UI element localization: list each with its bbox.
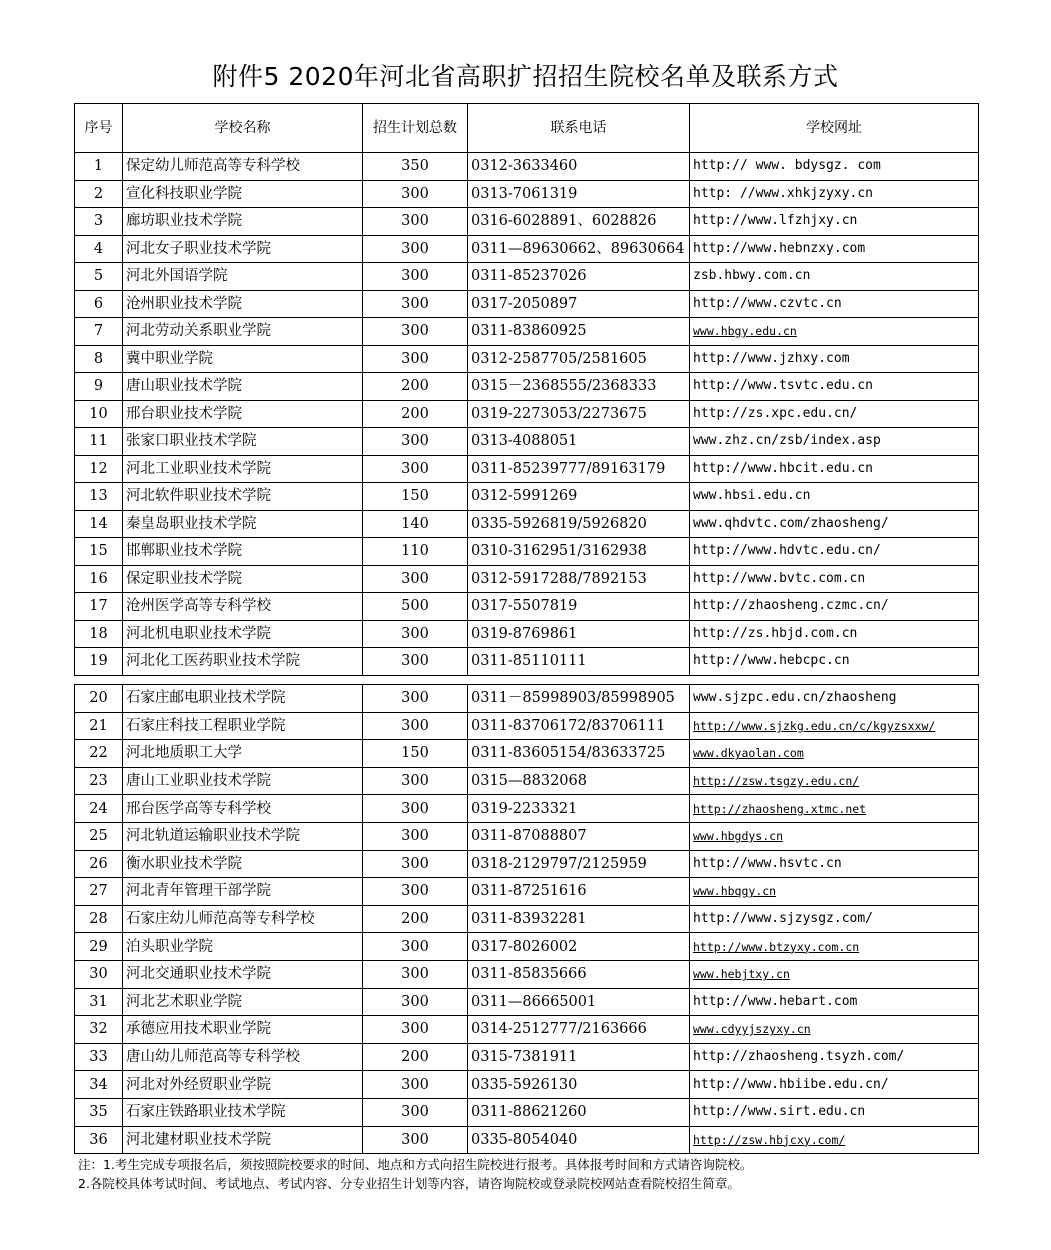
school-name-cell: 河北劳动关系职业学院 <box>123 318 363 346</box>
row-index: 15 <box>75 538 123 566</box>
website-link: http://www.hdvtc.edu.cn/ <box>690 538 979 566</box>
website-link: http://zs.xpc.edu.cn/ <box>690 400 979 428</box>
website-link: www.sjzpc.edu.cn/zhaosheng <box>690 685 979 713</box>
page-title: 附件5 2020年河北省高职扩招招生院校名单及联系方式 <box>212 62 839 91</box>
table-row <box>75 1071 979 1099</box>
row-index: 3 <box>75 208 123 236</box>
phone-cell: 0315-7381911 <box>468 1043 690 1071</box>
website-link: http://zhaosheng.czmc.cn/ <box>690 593 979 621</box>
row-index: 33 <box>75 1043 123 1071</box>
phone-cell: 0319-2233321 <box>468 795 690 823</box>
row-index: 26 <box>75 850 123 878</box>
table-body-part2 <box>75 685 979 1154</box>
plan-total-cell: 300 <box>363 455 468 483</box>
plan-total-cell: 350 <box>363 153 468 181</box>
plan-total-cell: 300 <box>363 712 468 740</box>
school-name-cell: 承德应用技术职业学院 <box>123 1016 363 1044</box>
row-index: 17 <box>75 593 123 621</box>
school-name-cell: 沧州职业技术学院 <box>123 290 363 318</box>
header-index: 序号 <box>75 104 123 153</box>
school-name-cell: 河北轨道运输职业技术学院 <box>123 822 363 850</box>
phone-cell: 0311-85239777/89163179 <box>468 455 690 483</box>
row-index: 36 <box>75 1126 123 1154</box>
school-name-cell: 河北艺术职业学院 <box>123 988 363 1016</box>
website-link[interactable]: www.hbqgy.cn <box>690 878 979 906</box>
school-name-cell: 邯郸职业技术学院 <box>123 538 363 566</box>
plan-total-cell: 200 <box>363 1043 468 1071</box>
row-index: 6 <box>75 290 123 318</box>
row-index: 29 <box>75 933 123 961</box>
plan-total-cell: 200 <box>363 400 468 428</box>
plan-total-cell: 300 <box>363 1098 468 1126</box>
header-phone: 联系电话 <box>468 104 690 153</box>
table-row <box>75 648 979 676</box>
school-name-cell: 沧州医学高等专科学校 <box>123 593 363 621</box>
row-index: 5 <box>75 263 123 291</box>
phone-cell: 0311-83706172/83706111 <box>468 712 690 740</box>
school-name-cell: 河北机电职业技术学院 <box>123 620 363 648</box>
phone-cell: 0311-83860925 <box>468 318 690 346</box>
phone-cell: 0311－85998903/85998905 <box>468 685 690 713</box>
website-link: http://www.czvtc.cn <box>690 290 979 318</box>
website-link: http:// www. bdysgz. com <box>690 153 979 181</box>
phone-cell: 0317-2050897 <box>468 290 690 318</box>
plan-total-cell: 300 <box>363 822 468 850</box>
table-row <box>75 620 979 648</box>
plan-total-cell: 300 <box>363 208 468 236</box>
phone-cell: 0311-83605154/83633725 <box>468 740 690 768</box>
phone-cell: 0319-2273053/2273675 <box>468 400 690 428</box>
row-index: 13 <box>75 483 123 511</box>
table-row <box>75 1043 979 1071</box>
phone-cell: 0314-2512777/2163666 <box>468 1016 690 1044</box>
plan-total-cell: 500 <box>363 593 468 621</box>
row-index: 20 <box>75 685 123 713</box>
phone-cell: 0312-2587705/2581605 <box>468 345 690 373</box>
website-link: http://www.jzhxy.com <box>690 345 979 373</box>
table-row <box>75 345 979 373</box>
school-name-cell: 冀中职业学院 <box>123 345 363 373</box>
website-link: http://www.tsvtc.edu.cn <box>690 373 979 401</box>
footnotes <box>78 1155 752 1193</box>
phone-cell: 0312-3633460 <box>468 153 690 181</box>
school-name-cell: 秦皇岛职业技术学院 <box>123 510 363 538</box>
table-row <box>75 510 979 538</box>
school-name-cell: 河北外国语学院 <box>123 263 363 291</box>
phone-cell: 0313-4088051 <box>468 428 690 456</box>
table-row <box>75 795 979 823</box>
website-link: http://www.bvtc.com.cn <box>690 565 979 593</box>
footnote-1: 注：1.考生完成专项报名后，须按照院校要求的时间、地点和方式向招生院校进行报考。具体报考时间和方式请咨询院校。 <box>78 1157 753 1172</box>
table-row <box>75 988 979 1016</box>
school-name-cell: 邢台医学高等专科学校 <box>123 795 363 823</box>
plan-total-cell: 150 <box>363 740 468 768</box>
table-row <box>75 960 979 988</box>
school-name-cell: 河北工业职业技术学院 <box>123 455 363 483</box>
plan-total-cell: 300 <box>363 960 468 988</box>
phone-cell: 0319-8769861 <box>468 620 690 648</box>
plan-total-cell: 300 <box>363 318 468 346</box>
header-school-name: 学校名称 <box>123 104 363 153</box>
row-index: 9 <box>75 373 123 401</box>
plan-total-cell: 300 <box>363 648 468 676</box>
table-row <box>75 850 979 878</box>
row-index: 8 <box>75 345 123 373</box>
table-row <box>75 483 979 511</box>
table-row <box>75 538 979 566</box>
school-name-cell: 宣化科技职业学院 <box>123 180 363 208</box>
phone-cell: 0316-6028891、6028826 <box>468 208 690 236</box>
table-row <box>75 290 979 318</box>
school-name-cell: 唐山幼儿师范高等专科学校 <box>123 1043 363 1071</box>
school-name-cell: 保定职业技术学院 <box>123 565 363 593</box>
website-link[interactable]: http://www.btzyxy.com.cn <box>690 933 979 961</box>
table-row <box>75 373 979 401</box>
website-link[interactable]: http://zsw.tsgzy.edu.cn/ <box>690 767 979 795</box>
plan-total-cell: 300 <box>363 428 468 456</box>
school-name-cell: 河北女子职业技术学院 <box>123 235 363 263</box>
table-row <box>75 593 979 621</box>
plan-total-cell: 300 <box>363 878 468 906</box>
phone-cell: 0335-5926819/5926820 <box>468 510 690 538</box>
website-link: http://www.lfzhjxy.cn <box>690 208 979 236</box>
plan-total-cell: 300 <box>363 850 468 878</box>
phone-cell: 0311-87088807 <box>468 822 690 850</box>
phone-cell: 0311-85110111 <box>468 648 690 676</box>
plan-total-cell: 300 <box>363 290 468 318</box>
table-row <box>75 235 979 263</box>
plan-total-cell: 200 <box>363 905 468 933</box>
phone-cell: 0335-5926130 <box>468 1071 690 1099</box>
table-row <box>75 208 979 236</box>
row-index: 25 <box>75 822 123 850</box>
website-link: http://www.hebart.com <box>690 988 979 1016</box>
table-row <box>75 153 979 181</box>
phone-cell: 0315—8832068 <box>468 767 690 795</box>
row-index: 7 <box>75 318 123 346</box>
school-name-cell: 邢台职业技术学院 <box>123 400 363 428</box>
school-name-cell: 唐山职业技术学院 <box>123 373 363 401</box>
school-name-cell: 张家口职业技术学院 <box>123 428 363 456</box>
plan-total-cell: 300 <box>363 1126 468 1154</box>
plan-total-cell: 110 <box>363 538 468 566</box>
website-link[interactable]: www.hbgdys.cn <box>690 822 979 850</box>
table-row <box>75 685 979 713</box>
row-index: 4 <box>75 235 123 263</box>
row-index: 21 <box>75 712 123 740</box>
footnote-2: 2.各院校具体考试时间、考试地点、考试内容、分专业招生计划等内容，请咨询院校或登录院校网站查看院校招生简章。 <box>78 1176 740 1191</box>
phone-cell: 0318-2129797/2125959 <box>468 850 690 878</box>
school-name-cell: 唐山工业职业技术学院 <box>123 767 363 795</box>
table-row <box>75 263 979 291</box>
table-row <box>75 822 979 850</box>
table-row <box>75 565 979 593</box>
school-name-cell: 石家庄铁路职业技术学院 <box>123 1098 363 1126</box>
header-plan-total: 招生计划总数 <box>363 104 468 153</box>
table-row <box>75 455 979 483</box>
row-index: 31 <box>75 988 123 1016</box>
school-table-part1 <box>74 103 979 676</box>
website-link: http://www.sirt.edu.cn <box>690 1098 979 1126</box>
table-row <box>75 1098 979 1126</box>
website-link: http: //www.xhkjzyxy.cn <box>690 180 979 208</box>
table-row <box>75 712 979 740</box>
table-row <box>75 428 979 456</box>
row-index: 28 <box>75 905 123 933</box>
website-link[interactable]: www.dkyaolan.com <box>690 740 979 768</box>
phone-cell: 0315－2368555/2368333 <box>468 373 690 401</box>
row-index: 16 <box>75 565 123 593</box>
phone-cell: 0311—86665001 <box>468 988 690 1016</box>
row-index: 27 <box>75 878 123 906</box>
plan-total-cell: 300 <box>363 263 468 291</box>
table-row <box>75 905 979 933</box>
row-index: 30 <box>75 960 123 988</box>
school-name-cell: 河北对外经贸职业学院 <box>123 1071 363 1099</box>
table-row <box>75 318 979 346</box>
website-link: www.hbsi.edu.cn <box>690 483 979 511</box>
website-link: http://www.hebnzxy.com <box>690 235 979 263</box>
website-link: www.qhdvtc.com/zhaosheng/ <box>690 510 979 538</box>
plan-total-cell: 300 <box>363 988 468 1016</box>
row-index: 19 <box>75 648 123 676</box>
table-row <box>75 400 979 428</box>
plan-total-cell: 300 <box>363 235 468 263</box>
school-name-cell: 石家庄科技工程职业学院 <box>123 712 363 740</box>
phone-cell: 0317-5507819 <box>468 593 690 621</box>
table-row <box>75 740 979 768</box>
website-link[interactable]: www.cdyyjszyxy.cn <box>690 1016 979 1044</box>
plan-total-cell: 300 <box>363 1016 468 1044</box>
website-link: http://zhaosheng.tsyzh.com/ <box>690 1043 979 1071</box>
row-index: 2 <box>75 180 123 208</box>
phone-cell: 0312-5917288/7892153 <box>468 565 690 593</box>
school-name-cell: 河北软件职业技术学院 <box>123 483 363 511</box>
school-name-cell: 衡水职业技术学院 <box>123 850 363 878</box>
website-link: www.zhz.cn/zsb/index.asp <box>690 428 979 456</box>
plan-total-cell: 150 <box>363 483 468 511</box>
row-index: 11 <box>75 428 123 456</box>
table-body-part1 <box>75 153 979 676</box>
row-index: 12 <box>75 455 123 483</box>
school-name-cell: 河北建材职业技术学院 <box>123 1126 363 1154</box>
school-name-cell: 廊坊职业技术学院 <box>123 208 363 236</box>
table-row <box>75 767 979 795</box>
row-index: 32 <box>75 1016 123 1044</box>
plan-total-cell: 300 <box>363 795 468 823</box>
row-index: 14 <box>75 510 123 538</box>
plan-total-cell: 300 <box>363 620 468 648</box>
row-index: 34 <box>75 1071 123 1099</box>
plan-total-cell: 140 <box>363 510 468 538</box>
phone-cell: 0311-83932281 <box>468 905 690 933</box>
website-link: http://zs.hbjd.com.cn <box>690 620 979 648</box>
school-name-cell: 河北交通职业技术学院 <box>123 960 363 988</box>
phone-cell: 0317-8026002 <box>468 933 690 961</box>
table-row <box>75 933 979 961</box>
row-index: 18 <box>75 620 123 648</box>
website-link: http://www.hbcit.edu.cn <box>690 455 979 483</box>
plan-total-cell: 300 <box>363 767 468 795</box>
table-row <box>75 1016 979 1044</box>
plan-total-cell: 300 <box>363 345 468 373</box>
phone-cell: 0335-8054040 <box>468 1126 690 1154</box>
website-link[interactable]: http://zhaosheng.xtmc.net <box>690 795 979 823</box>
row-index: 10 <box>75 400 123 428</box>
table-header-row <box>75 104 979 153</box>
plan-total-cell: 300 <box>363 933 468 961</box>
phone-cell: 0310-3162951/3162938 <box>468 538 690 566</box>
website-link: http://www.hebcpc.cn <box>690 648 979 676</box>
row-index: 35 <box>75 1098 123 1126</box>
table-row <box>75 180 979 208</box>
website-link: http://www.sjzysgz.com/ <box>690 905 979 933</box>
school-name-cell: 石家庄邮电职业技术学院 <box>123 685 363 713</box>
school-table-part2 <box>74 684 979 1154</box>
plan-total-cell: 300 <box>363 1071 468 1099</box>
row-index: 23 <box>75 767 123 795</box>
table-row <box>75 1126 979 1154</box>
school-name-cell: 保定幼儿师范高等专科学校 <box>123 153 363 181</box>
school-name-cell: 泊头职业学院 <box>123 933 363 961</box>
row-index: 22 <box>75 740 123 768</box>
school-name-cell: 河北青年管理干部学院 <box>123 878 363 906</box>
phone-cell: 0311-87251616 <box>468 878 690 906</box>
plan-total-cell: 200 <box>363 373 468 401</box>
phone-cell: 0311-85237026 <box>468 263 690 291</box>
plan-total-cell: 300 <box>363 180 468 208</box>
website-link[interactable]: www.hbgy.edu.cn <box>690 318 979 346</box>
school-name-cell: 河北化工医药职业技术学院 <box>123 648 363 676</box>
plan-total-cell: 300 <box>363 565 468 593</box>
school-name-cell: 河北地质职工大学 <box>123 740 363 768</box>
phone-cell: 0313-7061319 <box>468 180 690 208</box>
phone-cell: 0311-85835666 <box>468 960 690 988</box>
table-row <box>75 878 979 906</box>
website-link: zsb.hbwy.com.cn <box>690 263 979 291</box>
phone-cell: 0311-88621260 <box>468 1098 690 1126</box>
phone-cell: 0311—89630662、89630664 <box>468 235 690 263</box>
website-link: http://www.hbiibe.edu.cn/ <box>690 1071 979 1099</box>
row-index: 1 <box>75 153 123 181</box>
website-link[interactable]: http://www.sjzkg.edu.cn/c/kgyzsxxw/ <box>690 712 979 740</box>
school-name-cell: 石家庄幼儿师范高等专科学校 <box>123 905 363 933</box>
website-link: http://www.hsvtc.cn <box>690 850 979 878</box>
website-link[interactable]: http://zsw.hbjcxy.com/ <box>690 1126 979 1154</box>
row-index: 24 <box>75 795 123 823</box>
plan-total-cell: 300 <box>363 685 468 713</box>
phone-cell: 0312-5991269 <box>468 483 690 511</box>
website-link[interactable]: www.hebjtxy.cn <box>690 960 979 988</box>
header-website: 学校网址 <box>690 104 979 153</box>
